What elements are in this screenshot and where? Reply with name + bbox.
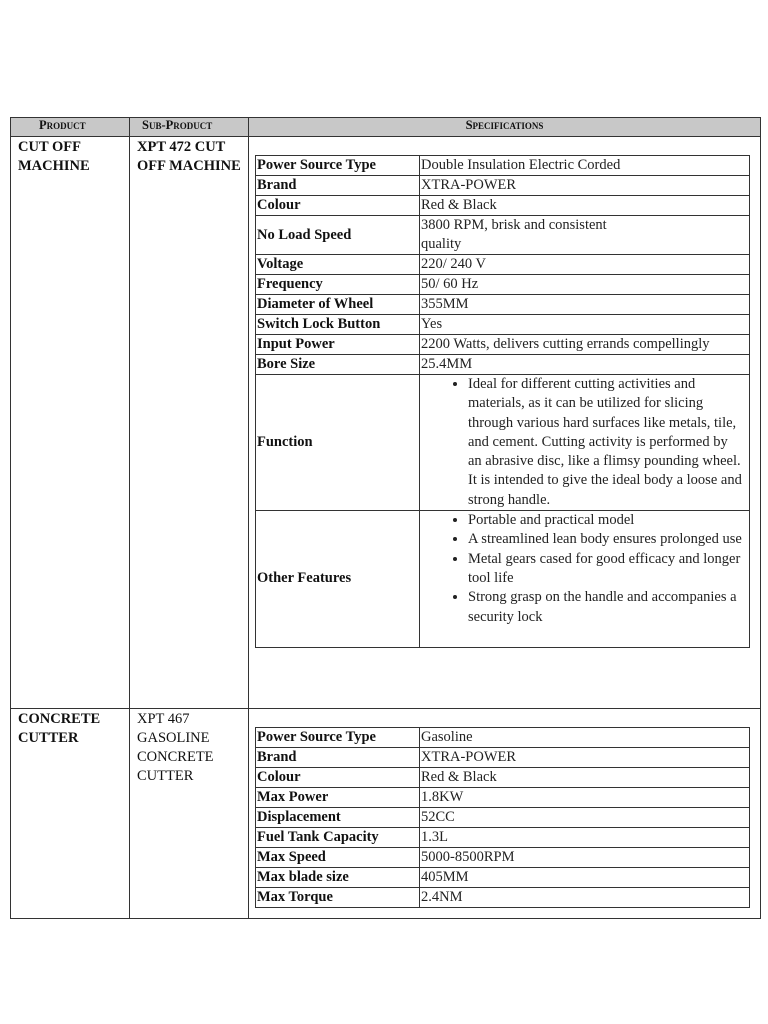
spec-key: Max Power — [256, 788, 420, 808]
sub-product-name: XPT 467 GASOLINE CONCRETE CUTTER — [130, 709, 249, 919]
spec-value: 405MM — [420, 868, 750, 888]
spec-table — [255, 727, 750, 908]
spec-value: 355MM — [420, 295, 750, 315]
list-item: • A streamlined lean body ensures prolonged use — [468, 530, 748, 549]
spec-value: 1.3L — [420, 828, 750, 848]
spec-value: XTRA-POWER — [420, 748, 750, 768]
spec-value: Red & Black — [420, 768, 750, 788]
header-product: Product — [11, 118, 130, 137]
spec-row — [256, 176, 750, 196]
table-row — [11, 709, 761, 919]
spec-key: Brand — [256, 176, 420, 196]
spec-row — [256, 255, 750, 275]
spec-row-function — [256, 375, 750, 511]
spec-row — [256, 848, 750, 868]
function-bullets-cell — [420, 375, 750, 511]
spec-row — [256, 788, 750, 808]
spec-key: Voltage — [256, 255, 420, 275]
spec-row — [256, 216, 750, 255]
spec-key: Colour — [256, 196, 420, 216]
spec-key: Diameter of Wheel — [256, 295, 420, 315]
list-item: • Ideal for different cutting activities and materials, as it can be utilized for slicing through various hard surfaces like metals, tile, and cement. Cutting activity is performed by an abrasive disc, like a flimsy pounding wheel. It is intended to give the ideal body a loose and strong handle. — [468, 375, 748, 510]
table-header-row — [11, 118, 761, 137]
spec-row — [256, 888, 750, 908]
spec-value: 2200 Watts, delivers cutting errands compellingly — [420, 335, 750, 355]
specifications-cell — [249, 137, 761, 709]
spec-key: Colour — [256, 768, 420, 788]
spec-value: 2.4NM — [420, 888, 750, 908]
function-bullet-list — [421, 375, 748, 510]
spec-key: Power Source Type — [256, 156, 420, 176]
spec-value: Yes — [420, 315, 750, 335]
specifications-cell — [249, 709, 761, 919]
sub-product-name: XPT 472 CUT OFF MACHINE — [130, 137, 249, 709]
spec-key: Frequency — [256, 275, 420, 295]
spec-key: Max Torque — [256, 888, 420, 908]
spec-row — [256, 335, 750, 355]
header-sub-product: Sub-Product — [130, 118, 249, 137]
spec-key: Max Speed — [256, 848, 420, 868]
product-name: CUT OFF MACHINE — [11, 137, 130, 709]
spec-key: Max blade size — [256, 868, 420, 888]
spec-value: 220/ 240 V — [420, 255, 750, 275]
spec-value: Red & Black — [420, 196, 750, 216]
spec-value: Gasoline — [420, 728, 750, 748]
spec-key: Displacement — [256, 808, 420, 828]
spec-value: 5000-8500RPM — [420, 848, 750, 868]
spec-value: 3800 RPM, brisk and consistent quality — [420, 216, 750, 255]
spec-row — [256, 196, 750, 216]
spec-row — [256, 768, 750, 788]
spec-value: Double Insulation Electric Corded — [420, 156, 750, 176]
spec-value: 52CC — [420, 808, 750, 828]
spec-value: 25.4MM — [420, 355, 750, 375]
spec-key: Fuel Tank Capacity — [256, 828, 420, 848]
spec-row — [256, 275, 750, 295]
spec-key: Function — [256, 375, 420, 511]
spec-row — [256, 808, 750, 828]
list-item: • Strong grasp on the handle and accompanies a security lock — [468, 588, 748, 627]
product-spec-document — [10, 117, 760, 919]
spec-row-other-features — [256, 511, 750, 648]
spec-row — [256, 295, 750, 315]
table-row — [11, 137, 761, 709]
other-features-bullet-list — [421, 511, 748, 627]
spec-row — [256, 355, 750, 375]
product-table — [10, 117, 761, 919]
list-item: • Metal gears cased for good efficacy and longer tool life — [468, 550, 748, 589]
spec-key: Switch Lock Button — [256, 315, 420, 335]
spec-row — [256, 748, 750, 768]
spec-value: 50/ 60 Hz — [420, 275, 750, 295]
spec-value: XTRA-POWER — [420, 176, 750, 196]
spec-key: Bore Size — [256, 355, 420, 375]
spec-key: Brand — [256, 748, 420, 768]
spec-row — [256, 868, 750, 888]
spec-row — [256, 156, 750, 176]
list-item: • Portable and practical model — [468, 511, 748, 530]
spec-key: Input Power — [256, 335, 420, 355]
spec-key: Other Features — [256, 511, 420, 648]
header-specifications: Specifications — [249, 118, 761, 137]
spec-value: 1.8KW — [420, 788, 750, 808]
spec-table — [255, 155, 750, 648]
product-name: CONCRETE CUTTER — [11, 709, 130, 919]
spec-row — [256, 728, 750, 748]
other-features-bullets-cell — [420, 511, 750, 648]
spec-row — [256, 828, 750, 848]
spec-key: Power Source Type — [256, 728, 420, 748]
spec-row — [256, 315, 750, 335]
spec-key: No Load Speed — [256, 216, 420, 255]
